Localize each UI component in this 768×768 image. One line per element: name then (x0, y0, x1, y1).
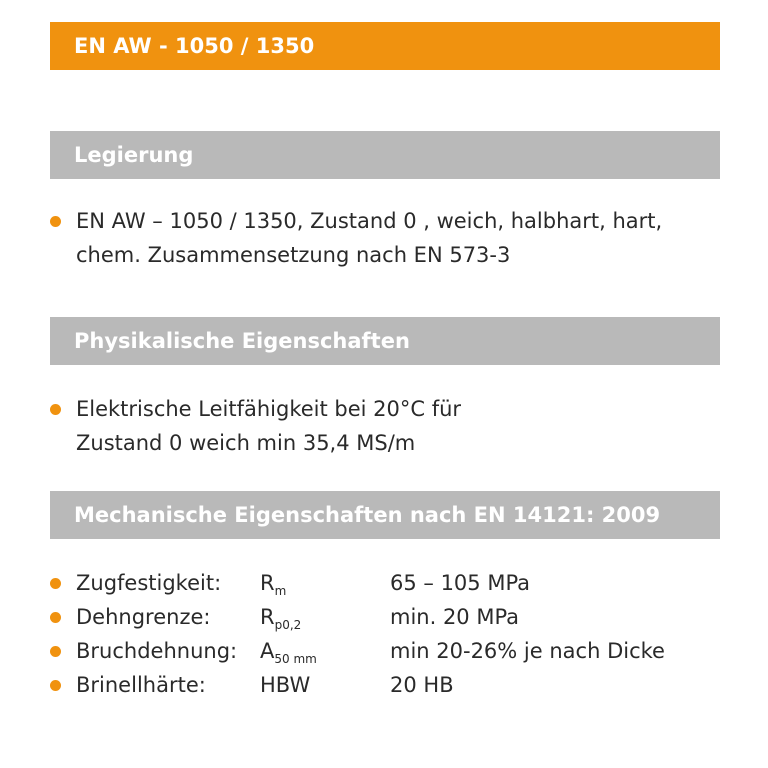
bullet-icon (50, 680, 61, 691)
bullet-icon (50, 646, 61, 657)
property-label: Bruchdehnung: (76, 639, 238, 663)
property-value: min 20-26% je nach Dicke (390, 639, 665, 663)
legierung-content (50, 204, 730, 272)
list-item (50, 204, 730, 272)
symbol-subscript: p0,2 (274, 618, 302, 632)
property-label: Brinellhärte: (76, 673, 206, 697)
mech-content (50, 566, 730, 702)
title-bar: EN AW - 1050 / 1350 (50, 22, 720, 70)
mech-row-bruchdehnung (50, 634, 730, 668)
bullet-icon (50, 612, 61, 623)
section-header-legierung: Legierung (50, 131, 720, 179)
property-symbol: $R_{p0,2}$ (260, 605, 302, 632)
property-value: 20 HB (390, 673, 454, 697)
bullet-icon (50, 404, 61, 415)
mech-row-dehngrenze (50, 600, 730, 634)
physik-content (50, 392, 730, 460)
section-header-physik: Physikalische Eigenschaften (50, 317, 720, 365)
property-value: min. 20 MPa (390, 605, 520, 629)
physik-line-2: Zustand 0 weich min 35,4 MS/m (76, 431, 416, 455)
bullet-icon (50, 578, 61, 589)
property-symbol: $R_m$ (260, 571, 287, 598)
bullet-icon (50, 216, 61, 227)
property-value: 65 – 105 MPa (390, 571, 531, 595)
property-label: Zugfestigkeit: (76, 571, 222, 595)
legierung-line-2: chem. Zusammensetzung nach EN 573-3 (76, 243, 511, 267)
list-item (50, 392, 730, 460)
mech-row-zugfestigkeit (50, 566, 730, 600)
section-header-mech: Mechanische Eigenschaften nach EN 14121: 2009 (50, 491, 720, 539)
symbol-subscript: 50 mm (274, 652, 317, 666)
symbol-subscript: m (274, 584, 287, 598)
legierung-line-1: EN AW – 1050 / 1350, Zustand 0 , weich, halbhart, hart, (76, 209, 663, 233)
property-symbol: $A_{50 mm}$ (260, 639, 317, 666)
property-symbol: HBW (260, 673, 311, 697)
physik-line-1: Elektrische Leitfähigkeit bei 20°C für (76, 397, 462, 421)
mech-row-brinellhaerte (50, 668, 730, 702)
property-label: Dehngrenze: (76, 605, 211, 629)
